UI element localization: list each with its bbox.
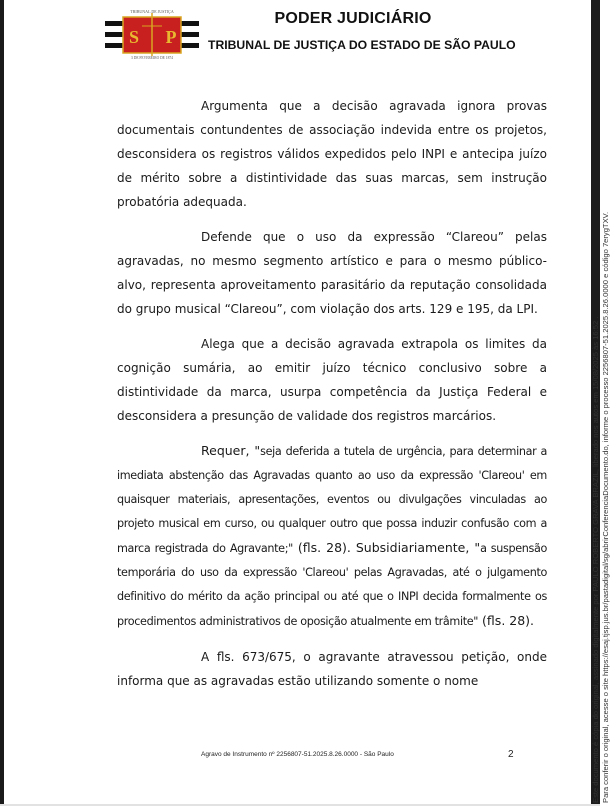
digital-signature-stamp: [591, 83, 610, 803]
scan-edge-left: [0, 0, 4, 806]
logo-bottom-text: 3 DE FEVEREIRO DE 1874: [131, 56, 173, 60]
paragraph-fls: A fls. 673/675, o agravante atravessou petição, onde informa que as agravadas estão utilizando somente o nome: [117, 650, 547, 688]
logo-letter-s: S: [128, 27, 140, 47]
signature-stamp-line-1: Este documento é cópia do original, assinado digitalmente por PAULO ROBERTO GRAVA BRAZIL, liberado nos autos em 15/08/2025 às 16:52 .: [591, 316, 600, 803]
footer-case-number: Agravo de Instrumento nº 2256807-51.2025.8.26.0000 - São Paulo: [201, 751, 394, 758]
page-number: 2: [508, 749, 514, 760]
paragraph-alega: Alega que a decisão agravada extrapola os limites da cognição sumária, ao emitir juízo técnico conclusivo sobre a distintividade da marca, usurpa competência da Justiça Federal e desconsidera a presunção de validade dos registros marcários.: [117, 337, 547, 423]
signature-stamp-line-2: Para conferir o original, acesse o site https://esaj.tjsp.jus.br/pastadigital/sg/abrirConferenciaDocumento.do, informe o processo 2256807-51.2025.8.26.0000 e código 7erygTXV.: [600, 211, 610, 803]
document-body: [117, 94, 547, 704]
logo-top-text: TRIBUNAL DE JUSTIÇA: [130, 9, 174, 14]
requer-mid: (fls. 28). Subsidiariamente, ": [292, 540, 481, 555]
requer-quote-2: a suspensão temporária do uso da expressão 'Clareou' pelas Agravadas, até o julgamento definitivo do mérito da ação principal ou até que o INPI decida formalmente os procedimentos administrativos de oposição atualmente em trâmite": [117, 542, 547, 628]
requer-lead: Requer, ": [201, 443, 261, 458]
paragraph-defende: Defende que o uso da expressão “Clareou” pelas agravadas, no mesmo segmento artístico e para o mesmo público-alvo, representa aproveitamento parasitário da reputação consolidada do grupo musical “Clareou”, com violação dos arts. 129 e 195, da LPI.: [117, 230, 547, 316]
header-title: PODER JUDICIÁRIO: [274, 10, 432, 27]
requer-end: (fls. 28).: [478, 613, 535, 628]
paragraph-requer: [117, 439, 547, 634]
tjsp-coat-of-arms-logo: [105, 8, 199, 60]
header-subtitle: TRIBUNAL DE JUSTIÇA DO ESTADO DE SÃO PAULO: [208, 38, 516, 52]
logo-letter-p: P: [165, 27, 177, 47]
paragraph-argumenta: Argumenta que a decisão agravada ignora provas documentais contundentes de associação indevida entre os projetos, desconsidera os registros válidos expedidos pelo INPI e antecipa juízo de mérito sobre a distintividade das suas marcas, sem instrução probatória adequada.: [117, 99, 547, 209]
requer-quote-1: seja deferida a tutela de urgência, para determinar a imediata abstenção das Agravadas quanto ao uso da expressão 'Clareou' em quaisquer materiais, apresentações, eventos ou divulgações vinculadas ao projeto musical em curso, ou qualquer outro que possa induzir confusão com a marca registrada do Agravante;": [117, 445, 547, 555]
